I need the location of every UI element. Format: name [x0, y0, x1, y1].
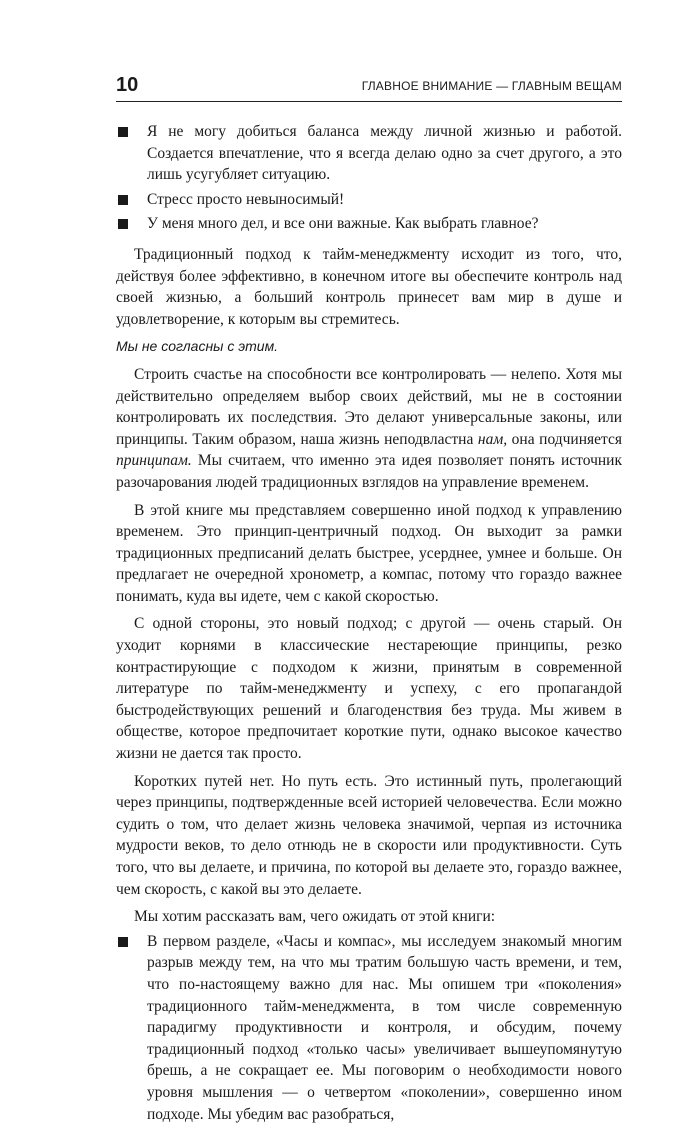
running-title: ГЛАВНОЕ ВНИМАНИЕ — ГЛАВНЫМ ВЕЩАМ	[361, 79, 622, 93]
square-bullet-icon	[118, 127, 128, 137]
emphasis-text: принципам.	[116, 452, 192, 470]
paragraph-new-and-old: С одной стороны, это новый подход; с другой — очень старый. Он уходит корнями в классические нестареющие принципы, резко контрастирующие с подходом к жизни, принятым в современной литературе по тайм-менеджменту и успеху, с его пропагандой быстродействующих решений и благоденствия без труда. Мы живем в обществе, которое предпочитает короткие пути, однако высокое качество жизни не дается так просто.	[116, 615, 622, 763]
list-item-text: У меня много дел, и все они важные. Как выбрать главное?	[147, 215, 539, 233]
list-item	[116, 189, 622, 211]
list-item-text: В первом разделе, «Часы и компас», мы исследуем знакомый многим разрыв между тем, на что мы тратим большую часть времени, и тем, что по-настоящему важно для нас. Мы опишем три «поколения» традиционного тайм-менеджмента, в том числе современную парадигму продуктивности и контроля, и обсудим, почему традиционный подход «только часы» увеличивает вышеупомянутую брешь, а не сокращает ее. Мы поговорим о необходимости нового уровня мышления — о четвертом «поколении», совершенно ином подходе. Мы убедим вас разобраться,	[147, 932, 622, 1123]
page-body	[116, 121, 622, 1134]
bullet-list-book-sections	[116, 931, 622, 1125]
list-item-text: Стресс просто невыносимый!	[147, 190, 345, 208]
paragraph-what-to-expect: Мы хотим рассказать вам, чего ожидать от этой книги:	[134, 908, 496, 926]
text-run: Строить счастье на способности все контролировать — нелепо. Хотя мы действительно определяем выбор своих действий, мы не в состоянии контролировать их последствия. Это делают универсальные законы, или принципы. Таким образом, наша жизнь неподвластна	[116, 365, 622, 448]
bullet-list-complaints	[116, 121, 622, 235]
square-bullet-icon	[118, 219, 128, 229]
list-item	[116, 931, 622, 1125]
paragraph-traditional-approach: Традиционный подход к тайм-менеджменту исходит из того, что, действуя более эффективно, в конечном итоге вы обеспечите контроль над своей жизнью, а больший контроль принесет вам мир в душе и удовлетворение, к которым вы стремитесь.	[116, 245, 622, 328]
paragraph-no-shortcuts: Коротких путей нет. Но путь есть. Это истинный путь, пролегающий через принципы, подтвержденные всей историей человечества. Если можно судить о том, что делает жизнь человека значимой, черпая из источника мудрости веков, то дело отнюдь не в скорости или продуктивности. Суть того, что вы делаете, и причина, по которой вы делаете это, гораздо важнее, чем скорость, с какой вы это делаете.	[116, 772, 622, 898]
paragraph-control-principles	[116, 364, 622, 494]
list-item	[116, 213, 622, 235]
text-run: она подчиняется	[507, 430, 622, 448]
square-bullet-icon	[118, 195, 128, 205]
list-item-text: Я не могу добиться баланса между личной жизнью и работой. Создается впечатление, что я всегда делаю одно за счет другого, а это лишь усугубляет ситуацию.	[147, 123, 622, 184]
paragraph-disagree: Мы не согласны с этим.	[116, 338, 279, 355]
list-item	[116, 121, 622, 186]
square-bullet-icon	[118, 937, 128, 947]
page-number: 10	[116, 74, 139, 96]
emphasis-text: нам,	[477, 430, 508, 448]
header-rule	[116, 101, 622, 102]
paragraph-new-approach: В этой книге мы представляем совершенно иной подход к управлению временем. Это принцип-центричный подход. Он выходит за рамки традиционных предписаний делать быстрее, усерднее, умнее и больше. Он предлагает не очередной хронометр, а компас, потому что гораздо важнее понимать, куда вы идете, чем с какой скоростью.	[116, 501, 622, 605]
text-run: Мы считаем, что именно эта идея позволяет понять источник разочарования людей традиционных взглядов на управление временем.	[116, 452, 622, 491]
page-header	[116, 73, 622, 101]
